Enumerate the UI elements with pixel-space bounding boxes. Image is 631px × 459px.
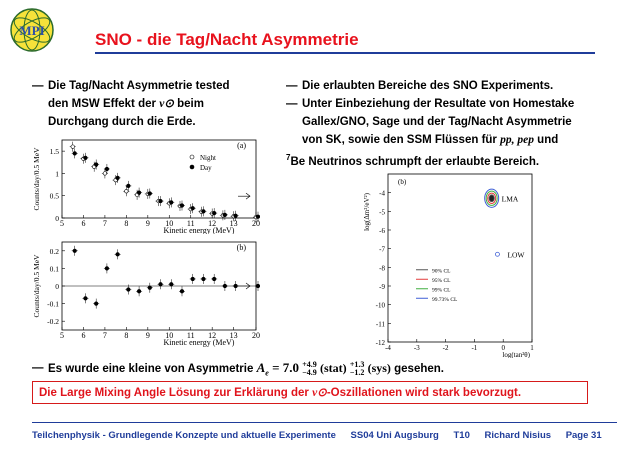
lma-label: LMA — [501, 194, 519, 204]
logo-text: MPI — [19, 23, 45, 38]
footer-rule — [32, 422, 617, 423]
y-tick-label: 0 — [55, 214, 59, 223]
overflow-arrow — [238, 193, 250, 199]
data-point — [202, 277, 206, 281]
y-tick-label: 0.2 — [49, 246, 59, 256]
y-axis-label: log(Δm²/eV²) — [363, 193, 371, 231]
x-tick-label: -2 — [442, 344, 449, 352]
data-point — [212, 211, 216, 215]
x-tick-label: 20 — [252, 331, 260, 340]
data-point — [180, 204, 184, 208]
x-tick-label: 7 — [102, 219, 107, 228]
page-title: SNO - die Tag/Nacht Asymmetrie — [95, 30, 359, 49]
y-tick-label: 1.5 — [49, 147, 59, 157]
data-point — [180, 289, 184, 293]
x-tick-label: 12 — [208, 331, 217, 340]
legend-marker — [190, 165, 194, 169]
low-label: LOW — [507, 250, 525, 260]
data-point — [84, 297, 88, 301]
plot-frame — [62, 140, 256, 218]
plot-a — [30, 136, 260, 234]
data-point — [137, 191, 141, 195]
data-point — [148, 192, 152, 196]
x-tick-label: 8 — [124, 331, 129, 340]
right-bullet-2-line-2: Gallex/GNO, Sage und der Tag/Nacht Asymmetrie — [302, 116, 572, 128]
data-point — [71, 145, 75, 149]
data-point — [234, 214, 238, 218]
x-axis-label: Kinetic energy (MeV) — [163, 226, 235, 234]
panel-label: (a) — [237, 141, 246, 150]
bottom-bullet: — Es wurde eine kleine von Asymmetrie $A_e = 7.0 +4.9$ −4.9 (stat) +1.3 −1.2 (sys) gesehen. — [32, 359, 444, 378]
y-tick-label: 0.5 — [49, 191, 59, 201]
y-tick-label: 0 — [55, 282, 59, 291]
data-point — [94, 302, 98, 306]
data-point — [169, 201, 173, 205]
contour-plot — [362, 168, 538, 358]
x-tick-label: 9 — [145, 331, 150, 340]
data-point — [127, 288, 131, 292]
y-tick-label: -11 — [375, 320, 385, 329]
data-point — [191, 206, 195, 210]
nu-sun-symbol: ν⊙ — [159, 98, 174, 110]
panel-label: (b) — [236, 243, 246, 252]
data-point — [73, 152, 77, 156]
lma-contour — [489, 195, 494, 202]
footer-author: Richard Nisius — [484, 430, 552, 441]
mpi-logo — [8, 6, 56, 54]
data-point — [223, 213, 227, 217]
title-rule — [95, 52, 595, 54]
plot-b-left — [30, 238, 260, 348]
data-point — [137, 289, 141, 293]
x-tick-label: 12 — [208, 219, 217, 228]
y-tick-label: -6 — [379, 227, 385, 235]
x-axis-label: Kinetic energy (MeV) — [163, 338, 235, 347]
legend-marker — [190, 155, 194, 159]
data-point — [256, 215, 260, 219]
footer-page: Page 31 — [565, 430, 602, 441]
data-point — [159, 282, 163, 286]
x-tick-label: 9 — [145, 219, 150, 228]
left-bullet-line-3: Durchgang durch die Erde. — [48, 116, 196, 128]
x-tick-label: 20 — [252, 219, 260, 228]
data-point — [223, 284, 227, 288]
y-tick-label: -7 — [379, 245, 385, 254]
x-tick-label: 1 — [530, 344, 534, 352]
y-axis-label: Counts/day/0.5 MeV — [32, 254, 41, 318]
data-point — [116, 176, 120, 180]
overflow-arrow — [238, 283, 250, 289]
data-point — [234, 284, 238, 288]
right-bullet-2-line-3: von SK, sowie den SSM Flüssen für pp, pep und — [302, 134, 559, 146]
low-contour — [495, 252, 499, 256]
left-bullet-line-1: Die Tag/Nacht Asymmetrie tested — [48, 80, 230, 92]
y-tick-label: -5 — [379, 208, 385, 217]
panel-label: (b) — [398, 178, 407, 186]
y-tick-label: -10 — [375, 301, 385, 310]
y-tick-label: -4 — [379, 189, 385, 198]
data-point — [159, 199, 163, 203]
data-point — [148, 286, 152, 290]
x-tick-label: 7 — [102, 331, 107, 340]
legend-label: 95% CL — [432, 277, 451, 284]
data-point — [116, 253, 120, 257]
data-point — [84, 156, 88, 160]
data-point — [202, 210, 206, 214]
y-tick-label: -12 — [375, 339, 385, 347]
data-point — [212, 277, 216, 281]
data-point — [73, 249, 77, 253]
footer-course: Teilchenphysik - Grundlegende Konzepte und aktuelle Experimente — [32, 430, 336, 441]
data-point — [191, 277, 195, 281]
x-tick-label: 8 — [124, 219, 129, 228]
x-tick-label: 10 — [165, 219, 174, 228]
data-point — [127, 184, 131, 188]
left-bullet-line-2: den MSW Effekt der ν⊙ beim — [48, 98, 204, 110]
footer-term: SS04 Uni Augsburg — [350, 430, 439, 441]
x-tick-label: 13 — [229, 219, 238, 228]
x-tick-label: 6 — [81, 331, 86, 340]
right-bullet-2-line-4: $^7$Be Neutrinos schrumpft der erlaubte Bereich. — [286, 153, 540, 168]
data-point — [103, 172, 107, 176]
legend-label: Day — [200, 164, 212, 172]
footer — [32, 430, 614, 441]
x-tick-label: 13 — [229, 331, 238, 340]
y-tick-label: -8 — [379, 264, 385, 273]
x-tick-label: 11 — [186, 219, 195, 228]
data-point — [125, 189, 129, 193]
data-point — [105, 267, 109, 271]
y-tick-label: 0.1 — [49, 264, 59, 274]
x-tick-label: 11 — [186, 331, 195, 340]
x-tick-label: -1 — [471, 344, 478, 352]
data-point — [169, 282, 173, 286]
bottom-bullet-text: Es wurde eine kleine von Asymmetrie — [48, 363, 254, 375]
y-axis-label: Counts/day/0.5 MeV — [32, 147, 41, 211]
y-tick-label: -9 — [379, 283, 385, 291]
x-tick-label: -3 — [413, 344, 420, 352]
legend-label: 99% CL — [432, 287, 451, 294]
y-tick-label: 1 — [55, 169, 59, 179]
data-point — [256, 284, 260, 288]
x-tick-label: 0 — [501, 344, 505, 352]
x-tick-label: 6 — [81, 219, 86, 228]
data-point — [94, 163, 98, 167]
legend-label: 99.73% CL — [432, 296, 458, 303]
left-bullet: — Die Tag/Nacht Asymmetrie tested den MSW Effekt der ν⊙ beim Durchgang durch die Erde. — [32, 77, 282, 131]
y-tick-label: -0.2 — [47, 317, 59, 327]
legend-label: Night — [200, 154, 216, 162]
legend-label: 90% CL — [432, 268, 451, 275]
y-tick-label: -0.1 — [47, 299, 59, 309]
x-tick-label: 5 — [60, 331, 64, 340]
x-tick-label: 5 — [60, 219, 64, 228]
x-tick-label: 10 — [165, 331, 174, 340]
right-bullet-2-line-1: Unter Einbeziehung der Resultate von Homestake — [302, 98, 575, 110]
x-tick-label: -4 — [385, 344, 391, 352]
x-axis-label: log(tan²θ) — [502, 351, 530, 358]
right-bullets: — Die erlaubten Bereiche des SNO Experiments. — Unter Einbeziehung der Resultate von Homestake Gallex/GNO, Sage und der Tag/Nacht Asymmetrie von SK, sowie den SSM Flüssen für pp, pep und $^7$Be Neutrinos schrumpft der erlaubte Bereich. — [286, 77, 626, 171]
data-point — [105, 167, 109, 171]
conclusion-callout: Die Large Mixing Angle Lösung zur Erklärung der ν⊙-Oszillationen wird stark bevorzugt. — [32, 381, 588, 404]
footer-code: T10 — [453, 430, 470, 441]
right-bullet-1: Die erlaubten Bereiche des SNO Experiments. — [302, 80, 554, 92]
